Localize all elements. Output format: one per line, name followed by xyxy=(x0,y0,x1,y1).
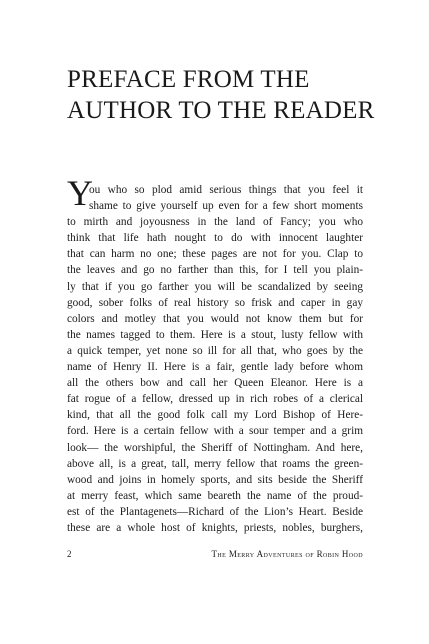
running-title: The Merry Adventures of Robin Hood xyxy=(211,549,363,559)
page-number: 2 xyxy=(67,549,72,559)
text-line: wood and joins in homely sports, and sits beside the Sheriff xyxy=(67,473,363,486)
text-line: the leaves and go no farther than this, for I tell you plain- xyxy=(67,264,363,277)
text-line: that can harm no one; these pages are not for you. Clap to xyxy=(67,248,363,261)
body-paragraph xyxy=(67,182,363,536)
text-line: fat rogue of a fellow, dressed up in rich robes of a clerical xyxy=(67,393,363,406)
page-footer xyxy=(67,548,363,562)
drop-cap: Y xyxy=(67,173,93,213)
text-line: think that life hath nought to do with innocent laughter xyxy=(67,232,363,245)
text-line: to mirth and joyousness in the land of Fancy; you who xyxy=(67,216,363,229)
text-line: est of the Plantagenets—Richard of the Lion’s Heart. Beside xyxy=(67,505,363,518)
text-line: ly that if you go farther you will be scandalized by seeing xyxy=(67,280,363,293)
text-line: shame to give yourself up even for a few short moments xyxy=(89,200,363,213)
text-line: name of Henry II. Here is a fair, gentle lady before whom xyxy=(67,361,363,374)
chapter-heading-line-1: PREFACE FROM THE xyxy=(67,66,310,93)
chapter-heading-line-2: AUTHOR TO THE READER xyxy=(67,97,375,124)
text-line: above all, is a great, tall, merry fellow that roams the green- xyxy=(67,457,363,470)
text-line: all the others bow and call her Queen Eleanor. Here is a xyxy=(67,377,363,390)
text-line: good, sober folks of real history so frisk and caper in gay xyxy=(67,296,363,309)
text-line: kind, that all the good folk call my Lord Bishop of Here- xyxy=(67,409,363,422)
text-line: colors and motley that you would not know them but for xyxy=(67,312,363,325)
text-line: look— the worshipful, the Sheriff of Nottingham. And here, xyxy=(67,441,363,454)
text-line: a quick temper, yet none so ill for all that, who goes by the xyxy=(67,344,363,357)
text-line: at merry feast, which same beareth the name of the proud- xyxy=(67,489,363,502)
text-line: the names tagged to them. Here is a stout, lusty fellow with xyxy=(67,328,363,341)
text-line: ou who so plod amid serious things that you feel it xyxy=(89,184,363,196)
chapter-heading xyxy=(67,64,375,126)
text-line: ford. Here is a certain fellow with a sour temper and a grim xyxy=(67,425,363,438)
text-line: these are a whole host of knights, priests, nobles, burghers, xyxy=(67,521,363,534)
